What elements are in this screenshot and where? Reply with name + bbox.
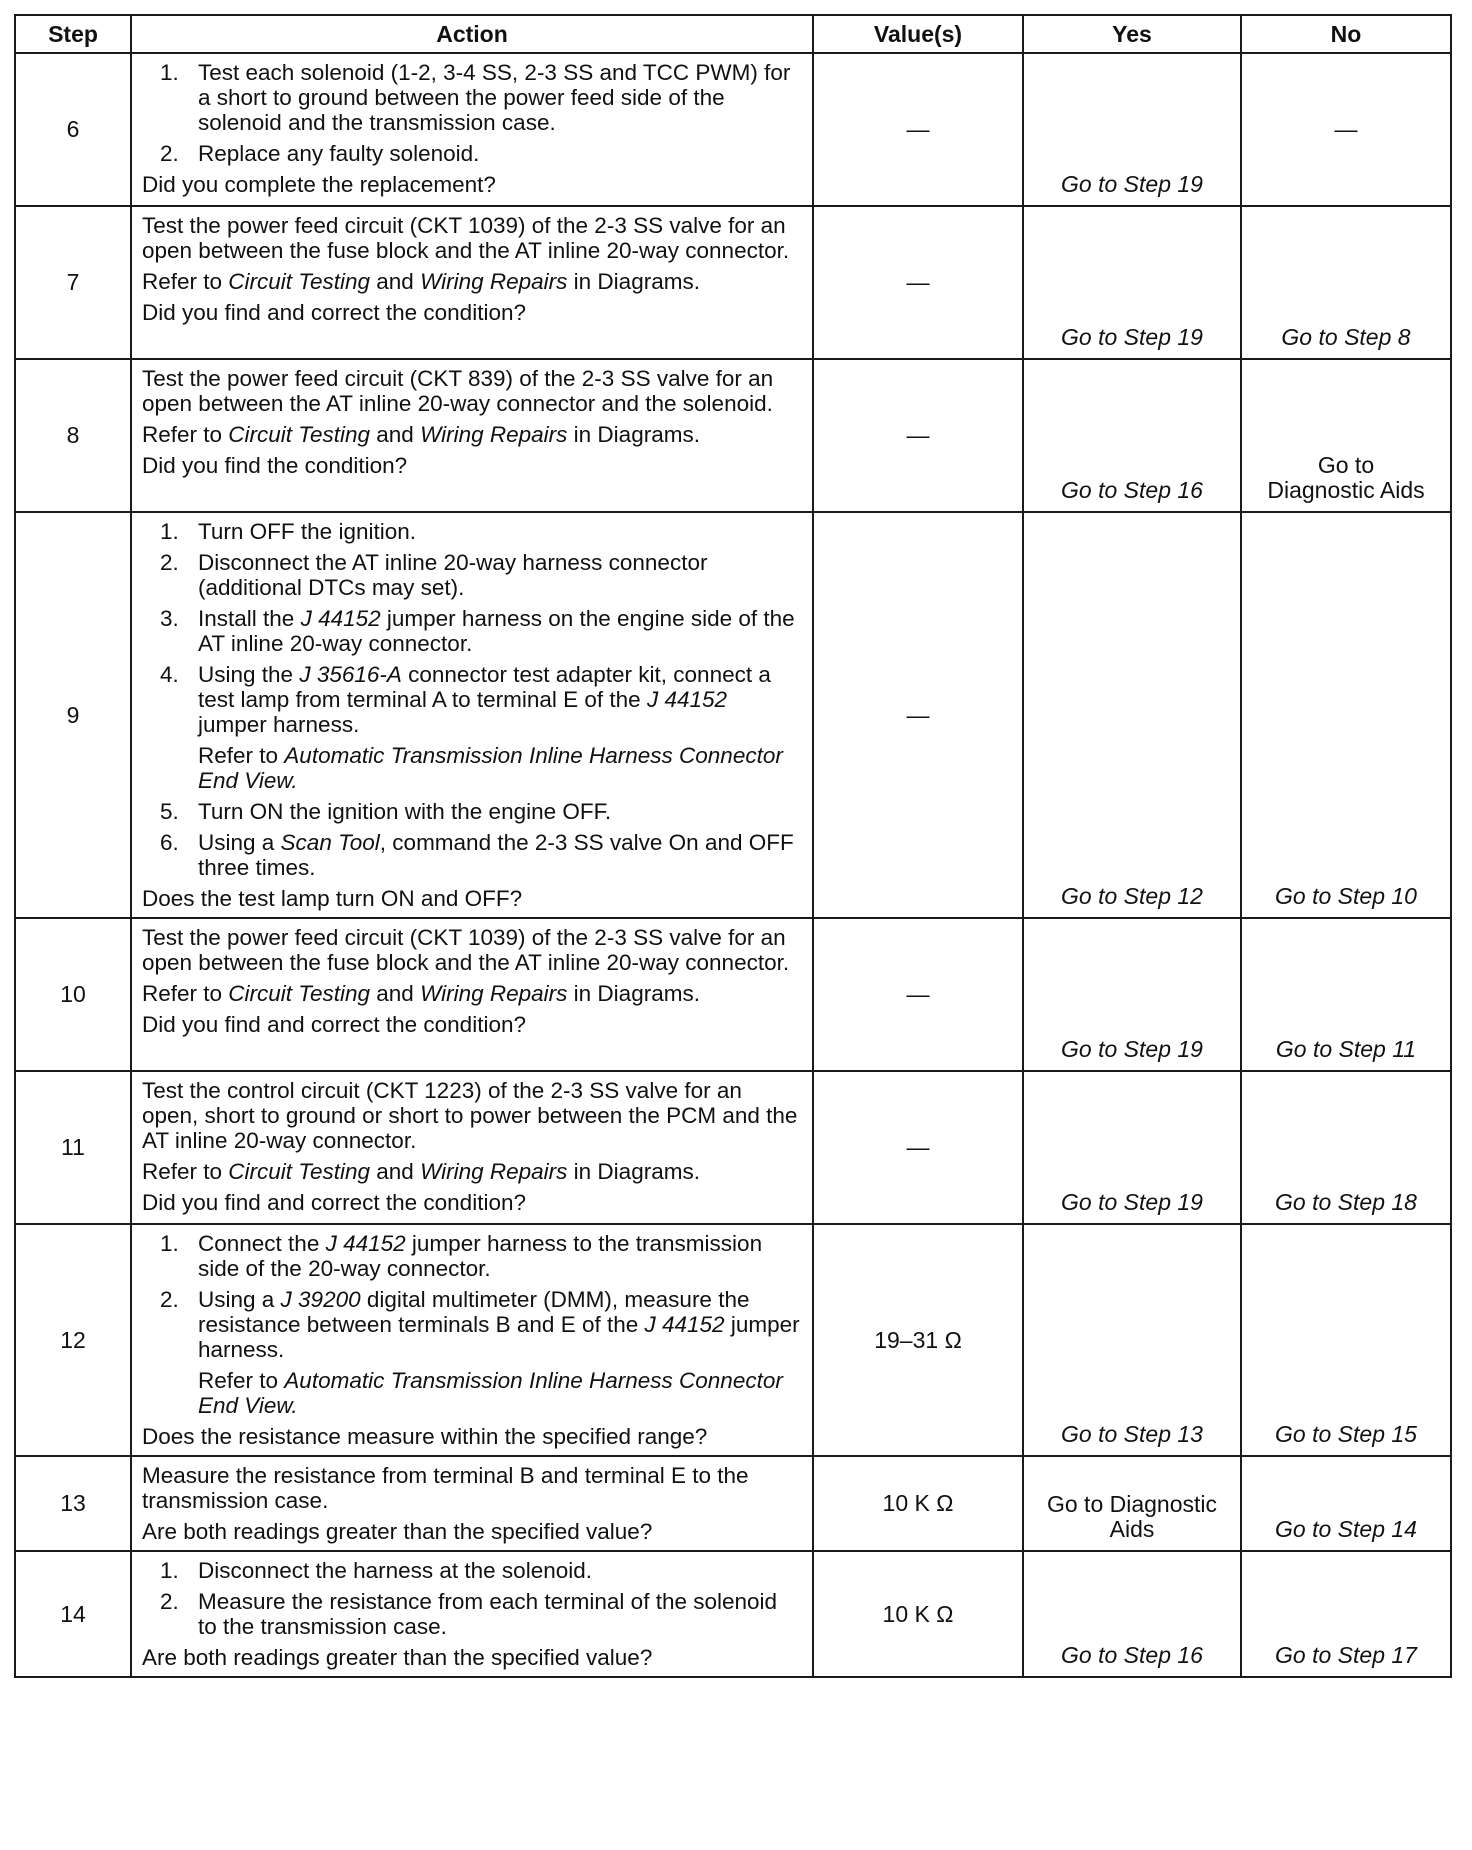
action-step-reference [142,1368,802,1418]
action-step [142,1589,802,1639]
action-paragraph: Test the power feed circuit (CKT 1039) of the 2-3 SS valve for an open between the fuse block and the AT inline 20-way connector. [142,925,790,975]
action-steps-list [142,60,802,166]
action-step-number: 1. [160,519,179,544]
action-paragraph: Test the power feed circuit (CKT 1039) of the 2-3 SS valve for an open between the fuse block and the AT inline 20-way connector. [142,213,790,263]
table-row [15,359,1451,512]
header-values: Value(s) [813,15,1023,53]
action-step-number: 6. [160,830,179,855]
action-step-number: 1. [160,60,179,85]
step-number: 14 [15,1551,131,1677]
action-question: Does the test lamp turn ON and OFF? [142,886,523,911]
reference-text: and [370,1159,421,1184]
action-step-number: 1. [160,1231,179,1256]
action-step-text: jumper harness. [198,712,360,737]
header-step: Step [15,15,131,53]
action-step-text: Disconnect the AT inline 20-way harness connector (additional DTCs may set). [198,550,708,600]
reference-italic: Circuit Testing [228,981,371,1006]
action-step-text: , command the 2-3 SS valve On and OFF three times. [198,830,794,880]
reference-text: in Diagrams. [567,269,700,294]
action-step [142,1558,802,1583]
action-question: Did you find and correct the condition? [142,1190,526,1215]
step-number: 8 [15,359,131,512]
action-step [142,60,802,135]
value-cell: — [813,359,1023,512]
action-cell [131,206,813,359]
value-cell: 10 K Ω [813,1456,1023,1551]
table-row [15,1071,1451,1224]
action-paragraph: Test the power feed circuit (CKT 839) of the 2-3 SS valve for an open between the AT inline 20-way connector and the solenoid. [142,366,774,416]
action-steps-list [142,1558,802,1639]
action-steps-list [142,1231,802,1418]
diagnostic-page [14,14,1450,1678]
header-no: No [1241,15,1451,53]
value-cell: — [813,1071,1023,1224]
action-step [142,141,802,166]
action-step [142,1231,802,1281]
action-cell [131,1071,813,1224]
action-step-number: 3. [160,606,179,631]
table-row [15,918,1451,1071]
action-step [142,830,802,880]
value-cell: — [813,53,1023,206]
no-cell: — [1241,53,1451,206]
action-question: Did you find and correct the condition? [142,300,526,325]
yes-cell: Go to Step 19 [1023,53,1241,206]
value-cell: 19–31 Ω [813,1224,1023,1456]
action-step-text: Test each solenoid (1-2, 3-4 SS, 2-3 SS and TCC PWM) for a short to ground between the power feed side of the solenoid and the transmission case. [198,60,791,135]
reference-italic: Circuit Testing [228,269,371,294]
reference-text: and [370,269,421,294]
no-cell: Go to Step 18 [1241,1071,1451,1224]
action-cell [131,918,813,1071]
action-step-number: 1. [160,1558,179,1583]
action-step-text: Using a [198,830,281,855]
action-cell [131,1224,813,1456]
no-cell: Go to Step 15 [1241,1224,1451,1456]
action-step [142,606,802,656]
action-step [142,799,802,824]
reference-italic: Wiring Repairs [420,269,568,294]
action-step-reference [142,743,802,793]
reference-text: Refer to [198,743,285,768]
action-step-text: Install the [198,606,301,631]
action-step-text: Using the [198,662,300,687]
action-cell [131,1551,813,1677]
value-cell: — [813,918,1023,1071]
no-cell: Go to Step 10 [1241,512,1451,918]
reference-italic: Wiring Repairs [420,1159,568,1184]
table-row [15,1551,1451,1677]
action-step-text: jumper harness on the engine side of the AT inline 20-way connector. [198,606,795,656]
action-step-text: Disconnect the harness at the solenoid. [198,1558,592,1583]
action-reference [142,1159,802,1184]
action-step-number: 2. [160,550,179,575]
action-step-text: jumper harness. [198,1312,800,1362]
reference-text: in Diagrams. [567,981,700,1006]
no-cell: Go to Step 11 [1241,918,1451,1071]
action-step-italic: J 39200 [280,1287,361,1312]
yes-cell: Go to Step 16 [1023,1551,1241,1677]
action-step-italic: Scan Tool [280,830,380,855]
no-cell: Go to Step 17 [1241,1551,1451,1677]
action-step-text: Using a [198,1287,281,1312]
value-cell: 10 K Ω [813,1551,1023,1677]
value-cell: — [813,206,1023,359]
reference-text: in Diagrams. [567,422,700,447]
action-reference [142,422,802,447]
action-step-text: Replace any faulty solenoid. [198,141,480,166]
reference-italic: Circuit Testing [228,1159,371,1184]
step-number: 7 [15,206,131,359]
yes-cell: Go to Step 16 [1023,359,1241,512]
action-step-note [142,1368,802,1418]
table-body [15,53,1451,1677]
action-step-text: jumper harness to the transmission side of the 20-way connector. [198,1231,763,1281]
action-cell [131,1456,813,1551]
reference-italic: Circuit Testing [228,422,371,447]
reference-text: Refer to [142,269,229,294]
action-question: Does the resistance measure within the specified range? [142,1424,708,1449]
action-question: Did you find the condition? [142,453,408,478]
table-header-row [15,15,1451,53]
action-step-italic: J 44152 [644,1312,725,1337]
action-step-number: 2. [160,1589,179,1614]
action-question: Are both readings greater than the specified value? [142,1645,653,1670]
no-cell: Go to Diagnostic Aids [1241,359,1451,512]
action-step-number: 5. [160,799,179,824]
step-number: 6 [15,53,131,206]
reference-text: in Diagrams. [567,1159,700,1184]
yes-cell: Go to Step 19 [1023,1071,1241,1224]
yes-cell: Go to Step 19 [1023,918,1241,1071]
action-step-italic: J 44152 [646,687,728,712]
table-row [15,512,1451,918]
yes-cell: Go to Step 12 [1023,512,1241,918]
action-step-text: Measure the resistance from each terminal of the solenoid to the transmission case. [198,1589,778,1639]
action-question: Did you find and correct the condition? [142,1012,526,1037]
reference-text: and [370,422,421,447]
step-number: 10 [15,918,131,1071]
reference-text: Refer to [142,422,229,447]
action-step [142,519,802,544]
header-action: Action [131,15,813,53]
action-step-italic: J 35616-A [299,662,402,687]
step-number: 11 [15,1071,131,1224]
table-row [15,206,1451,359]
reference-text: and [370,981,421,1006]
step-number: 9 [15,512,131,918]
action-step-italic: J 44152 [325,1231,406,1256]
table-row [15,1224,1451,1456]
action-step [142,550,802,600]
yes-cell: Go to Step 13 [1023,1224,1241,1456]
action-paragraph: Measure the resistance from terminal B and terminal E to the transmission case. [142,1463,749,1513]
step-number: 13 [15,1456,131,1551]
reference-text: Refer to [142,1159,229,1184]
yes-cell: Go to Diagnostic Aids [1023,1456,1241,1551]
action-paragraph: Test the control circuit (CKT 1223) of the 2-3 SS valve for an open, short to ground or short to power between the PCM and the AT inline 20-way connector. [142,1078,798,1153]
action-question: Are both readings greater than the specified value? [142,1519,653,1544]
action-step-number: 2. [160,1287,179,1312]
action-step [142,1287,802,1362]
action-step-note [142,743,802,793]
table-row [15,53,1451,206]
reference-italic: Wiring Repairs [420,981,568,1006]
action-reference [142,269,802,294]
action-steps-list [142,519,802,880]
action-step-number: 2. [160,141,179,166]
action-step-text: Turn ON the ignition with the engine OFF. [198,799,612,824]
action-step-text: connector test adapter kit, connect a test lamp from terminal A to terminal E of the [198,662,771,712]
reference-text: Refer to [198,1368,285,1393]
action-step [142,662,802,737]
action-cell [131,53,813,206]
step-number: 12 [15,1224,131,1456]
action-step-number: 4. [160,662,179,687]
action-step-text: Turn OFF the ignition. [198,519,417,544]
diagnostic-table [14,14,1452,1678]
action-question: Did you complete the replacement? [142,172,496,197]
action-step-text: Connect the [198,1231,326,1256]
no-cell: Go to Step 8 [1241,206,1451,359]
value-cell: — [813,512,1023,918]
header-yes: Yes [1023,15,1241,53]
yes-cell: Go to Step 19 [1023,206,1241,359]
action-cell [131,512,813,918]
reference-italic: Automatic Transmission Inline Harness Connector End View. [198,743,783,793]
action-step-italic: J 44152 [300,606,381,631]
action-reference [142,981,802,1006]
no-cell: Go to Step 14 [1241,1456,1451,1551]
action-cell [131,359,813,512]
reference-text: Refer to [142,981,229,1006]
action-step-text: digital multimeter (DMM), measure the resistance between terminals B and E of the [198,1287,750,1337]
reference-italic: Wiring Repairs [420,422,568,447]
reference-italic: Automatic Transmission Inline Harness Connector End View. [198,1368,783,1418]
table-row [15,1456,1451,1551]
